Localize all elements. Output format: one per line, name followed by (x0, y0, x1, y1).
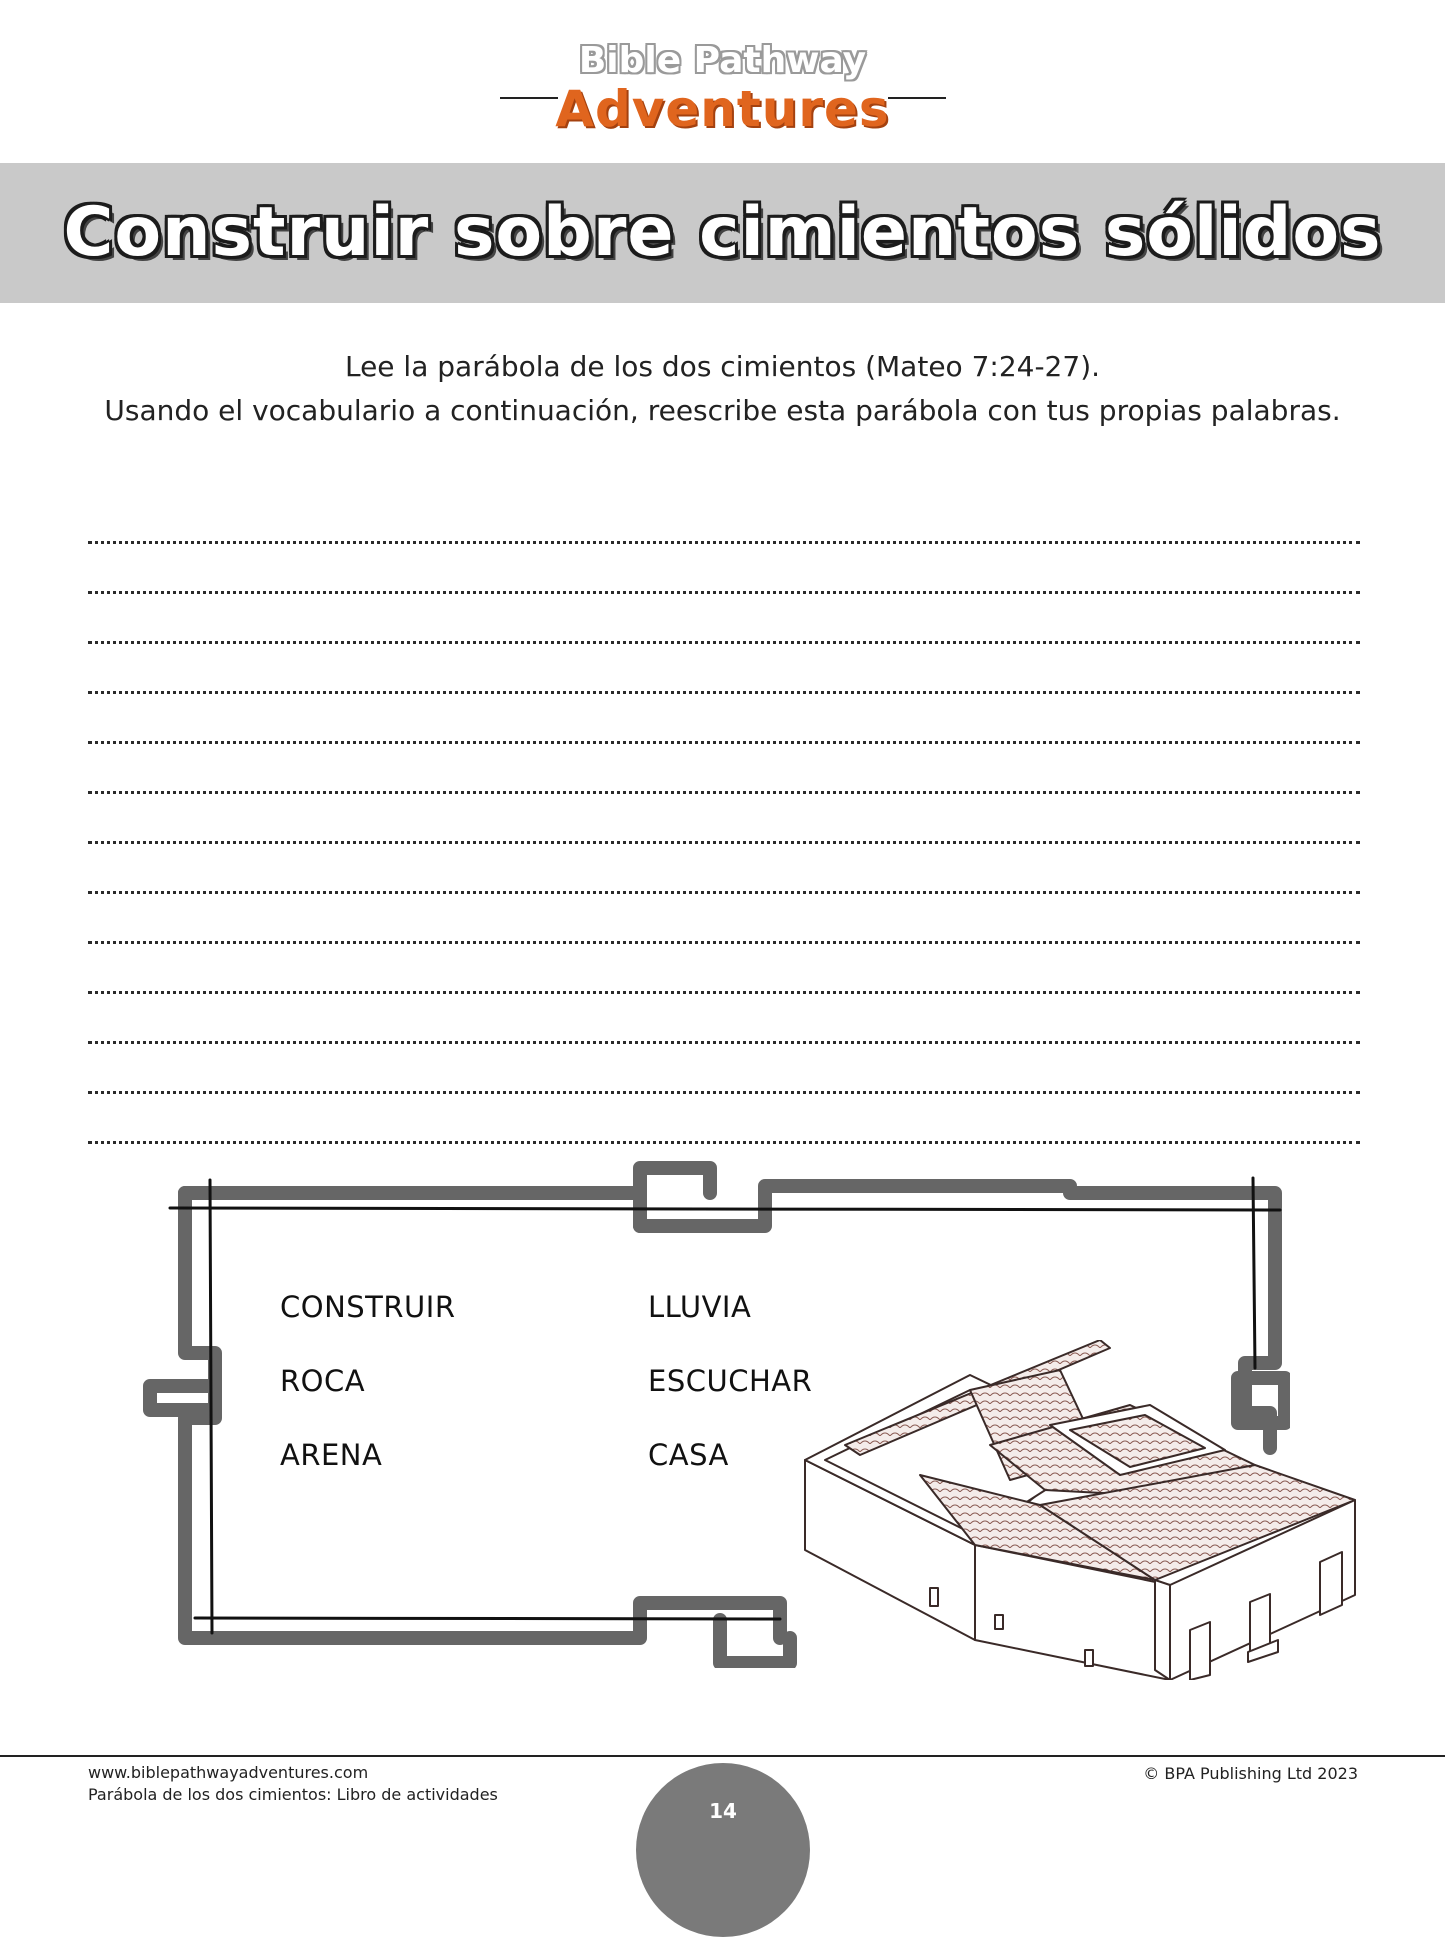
writing-line[interactable] (88, 744, 1360, 794)
vocab-word-arena: ARENA (280, 1438, 383, 1472)
logo-line-1: Bible Pathway (578, 40, 867, 81)
footer-website[interactable]: www.biblepathwayadventures.com (88, 1763, 369, 1782)
instructions-line-2: Usando el vocabulario a continuación, reescribe esta parábola con tus propias palabras. (104, 394, 1341, 427)
vocab-word-casa: CASA (648, 1438, 729, 1472)
writing-line[interactable] (88, 494, 1360, 544)
writing-line[interactable] (88, 944, 1360, 994)
page-title: Construir sobre cimientos sólidos (63, 193, 1382, 272)
writing-line[interactable] (88, 694, 1360, 744)
writing-line[interactable] (88, 894, 1360, 944)
page-number: 14 (709, 1799, 737, 1823)
title-band (0, 163, 1445, 303)
instructions-line-1: Lee la parábola de los dos cimientos (Mateo 7:24-27). (344, 350, 1101, 383)
writing-line[interactable] (88, 1044, 1360, 1094)
footer-rule (0, 1755, 1445, 1757)
logo (480, 40, 965, 150)
vocab-word-construir: CONSTRUIR (280, 1290, 456, 1324)
vocab-word-escuchar: ESCUCHAR (648, 1364, 813, 1398)
writing-line[interactable] (88, 644, 1360, 694)
vocab-word-lluvia: LLUVIA (648, 1290, 752, 1324)
writing-line[interactable] (88, 594, 1360, 644)
footer-book-title: Parábola de los dos cimientos: Libro de actividades (88, 1785, 498, 1804)
vocab-word-roca: ROCA (280, 1364, 366, 1398)
writing-area[interactable] (88, 494, 1360, 1144)
house-illustration (800, 1340, 1360, 1680)
footer-left (88, 1762, 498, 1806)
page-number-badge (636, 1763, 810, 1937)
writing-line[interactable] (88, 1094, 1360, 1144)
logo-line-2: Adventures (555, 80, 890, 138)
writing-line[interactable] (88, 794, 1360, 844)
instructions (0, 345, 1445, 433)
writing-line[interactable] (88, 994, 1360, 1044)
writing-line[interactable] (88, 544, 1360, 594)
writing-line[interactable] (88, 844, 1360, 894)
footer-copyright: © BPA Publishing Ltd 2023 (1143, 1764, 1358, 1783)
